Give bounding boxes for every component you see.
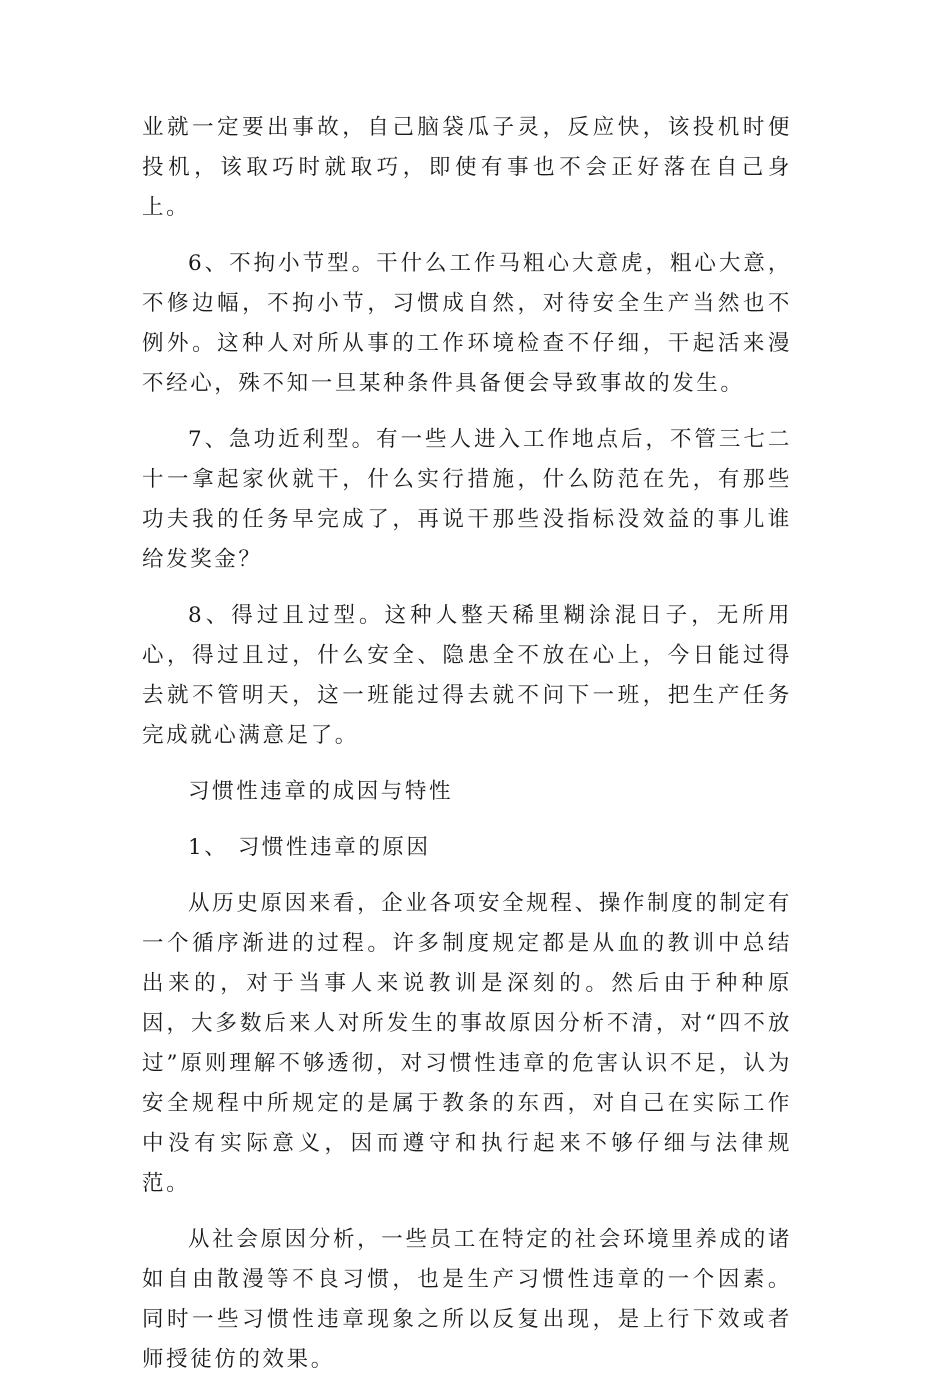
subsection-heading: 1、 习惯性违章的原因 [188, 835, 431, 860]
paragraph-type-8-muddling: 8、得过且过型。这种人整天稀里糊涂混日子，无所用心，得过且过，什么安全、隐患全不放在心上，今日能过得去就不管明天，这一班能过得去就不问下一班，把生产任务完成就心满意足了。 [142, 603, 792, 748]
document-page [142, 108, 792, 1396]
paragraph-historical-reasons: 从历史原因来看，企业各项安全规程、操作制度的制定有一个循序渐进的过程。许多制度规定都是从血的教训中总结出来的，对于当事人来说教训是深刻的。然后由于种种原因，大多数后来人对所发生的事故原因分析不清，对“四不放过”原则理解不够透彻，对习惯性违章的危害认识不足，认为安全规程中所规定的是属于教条的东西，对自己在实际工作中没有实际意义，因而遵守和执行起来不够仔细与法律规范。 [142, 891, 792, 1196]
paragraph-social-reasons: 从社会原因分析，一些员工在特定的社会环境里养成的诸如自由散漫等不良习惯，也是生产习惯性违章的一个因素。同时一些习惯性违章现象之所以反复出现，是上行下效或者师授徒仿的效果。 [142, 1227, 792, 1372]
paragraph-continuation: 业就一定要出事故，自己脑袋瓜子灵，反应快，该投机时便投机，该取巧时就取巧，即使有事也不会正好落在自己身上。 [142, 115, 792, 220]
section-heading: 习惯性违章的成因与特性 [188, 779, 454, 804]
paragraph-type-6-careless: 6、不拘小节型。干什么工作马粗心大意虎，粗心大意，不修边幅，不拘小节，习惯成自然，对待安全生产当然也不例外。这种人对所从事的工作环境检查不仔细，干起活来漫不经心，殊不知一旦某种条件具备便会导致事故的发生。 [142, 251, 792, 396]
paragraph-type-7-hasty: 7、急功近利型。有一些人进入工作地点后，不管三七二十一拿起家伙就干，什么实行措施，什么防范在先，有那些功夫我的任务早完成了，再说干那些没指标没效益的事儿谁给发奖金？ [142, 427, 792, 572]
